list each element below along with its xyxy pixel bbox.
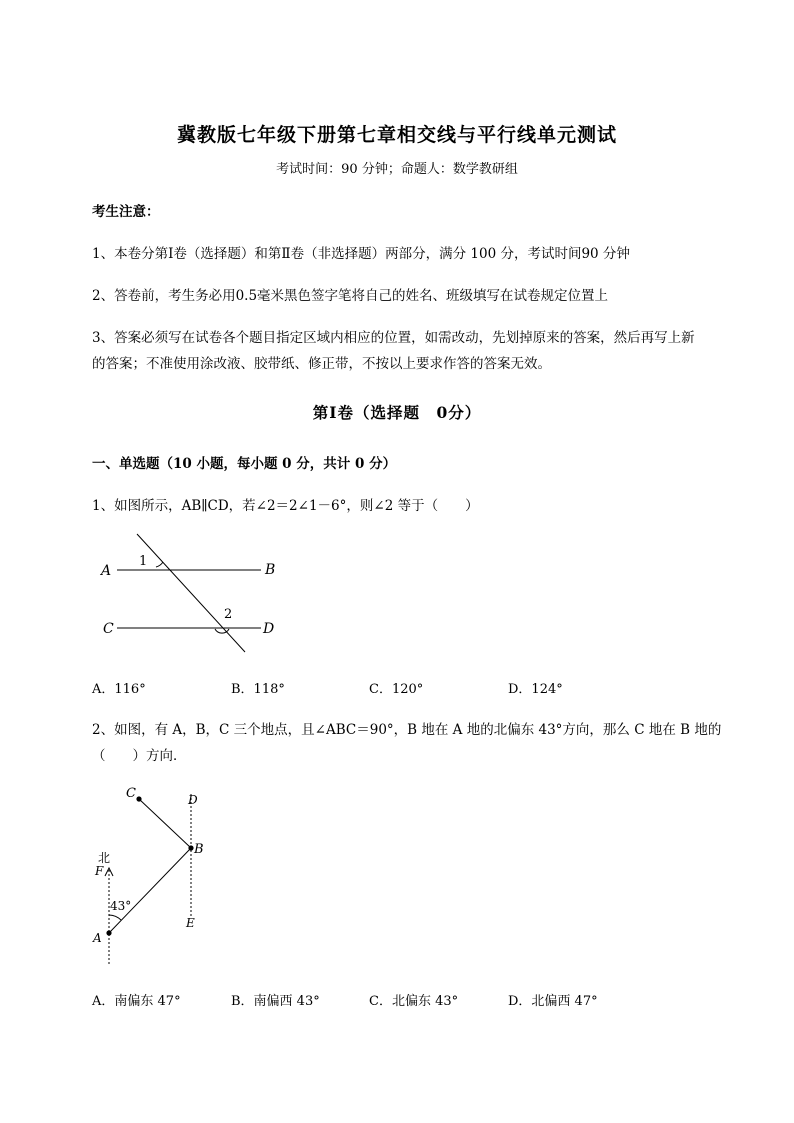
label-angle-43: 43° <box>110 899 132 913</box>
angle-43-arc <box>109 915 121 920</box>
question-1-figure <box>95 528 285 656</box>
segment-ab <box>109 848 191 933</box>
label-a: A <box>101 563 112 579</box>
q2-option-c[interactable]: C．北偏东 43° <box>369 994 459 1009</box>
note-item-3-continued: 的答案；不准使用涂改液、胶带纸、修正带，不按以上要求作答的答案无效。 <box>92 356 551 372</box>
label-angle-2: 2 <box>224 607 233 622</box>
question-group-heading: 一、单选题（10 小题，每小题 0 分，共计 0 分） <box>92 456 397 472</box>
label-d: D <box>263 621 275 637</box>
question-2-text-continued: （ ）方向． <box>92 748 187 764</box>
label-b: B <box>265 562 276 578</box>
q2-option-b[interactable]: B．南偏西 43° <box>231 994 320 1009</box>
question-2-figure <box>88 782 218 972</box>
label-north: 北 <box>98 851 111 865</box>
label-d: D <box>188 793 198 807</box>
label-a: A <box>93 931 102 945</box>
label-angle-1: 1 <box>139 554 148 569</box>
question-1-options <box>92 678 692 698</box>
q2-option-d[interactable]: D．北偏西 47° <box>508 994 598 1009</box>
question-2-text: 2、如图，有 A，B，C 三个地点，且∠ABC＝90°，B 地在 A 地的北偏东 43°方向，那么 C 地在 B 地的 <box>92 722 722 738</box>
exam-info: 考试时间：90 分钟；命题人：数学教研组 <box>276 162 518 177</box>
transversal-line <box>137 534 245 652</box>
angle-1-arc <box>156 562 163 567</box>
question-1-text: 1、如图所示，AB∥CD，若∠2＝2∠1－6°，则∠2 等于（ ） <box>92 498 479 514</box>
point-c <box>136 796 141 801</box>
q1-option-b[interactable]: B．118° <box>231 682 285 697</box>
label-b: B <box>194 842 204 857</box>
page-title: 冀教版七年级下册第七章相交线与平行线单元测试 <box>176 124 617 146</box>
note-item-3: 3、答案必须写在试卷各个题目指定区域内相应的位置，如需改动，先划掉原来的答案，然后再写上新 <box>92 330 695 346</box>
q1-option-c[interactable]: C．120° <box>369 682 424 697</box>
label-e: E <box>186 916 195 930</box>
q2-option-a[interactable]: A．南偏东 47° <box>92 994 181 1009</box>
notes-heading: 考生注意： <box>92 204 160 220</box>
note-item-2: 2、答卷前，考生务必用0.5毫米黑色签字笔将自己的姓名、班级填写在试卷规定位置上 <box>92 288 609 304</box>
q1-option-a[interactable]: A．116° <box>92 682 146 697</box>
point-a <box>106 930 111 935</box>
q1-option-d[interactable]: D．124° <box>508 682 563 697</box>
label-f: F <box>95 864 104 878</box>
note-item-1: 1、本卷分第Ⅰ卷（选择题）和第Ⅱ卷（非选择题）两部分，满分 100 分，考试时间90 分钟 <box>92 246 630 262</box>
segment-cb <box>139 799 191 848</box>
point-b <box>188 845 193 850</box>
section-title: 第Ⅰ卷（选择题 0分） <box>312 403 482 422</box>
label-c: C <box>126 786 136 801</box>
label-c: C <box>103 621 114 637</box>
question-2-options <box>92 990 692 1010</box>
